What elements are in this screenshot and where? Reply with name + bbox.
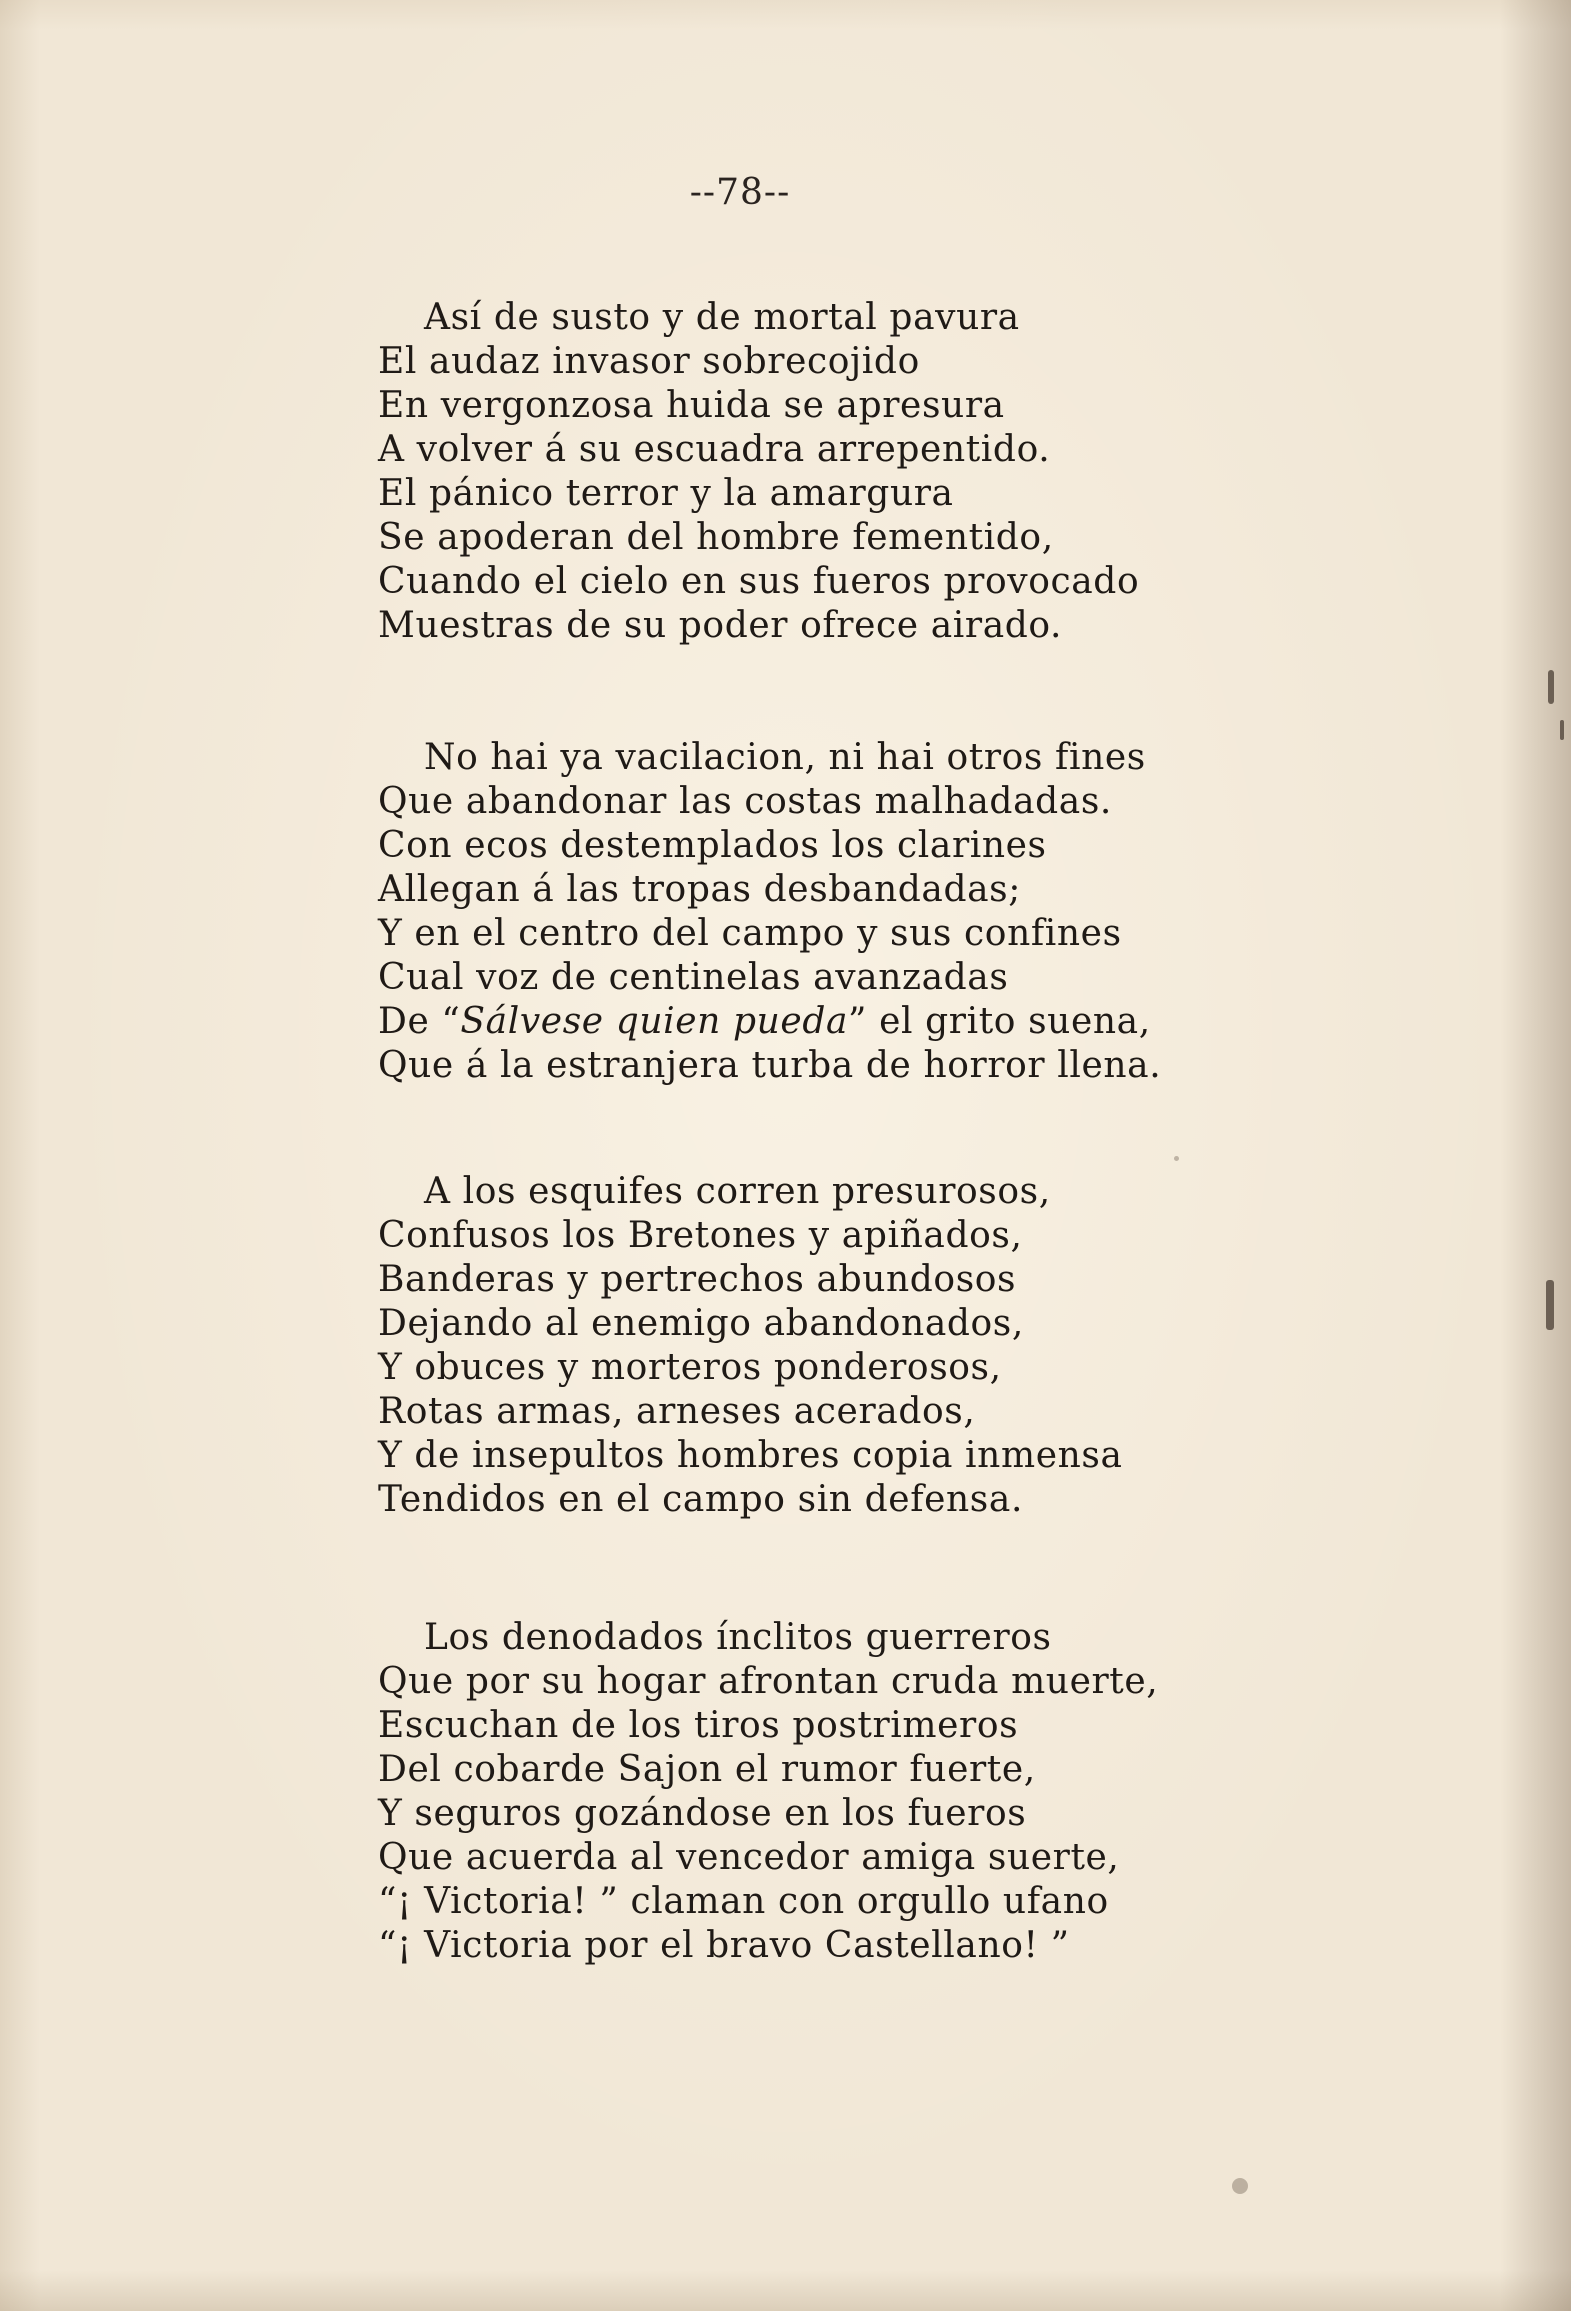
verse-line: Banderas y pertrechos abundosos [378, 1259, 1017, 1300]
verse-line: Que acuerda al vencedor amiga suerte, [378, 1837, 1120, 1878]
verse-line: El audaz invasor sobrecojido [378, 341, 920, 382]
stanza-2 [378, 736, 1378, 1088]
verse-line: “¡ Victoria! ” claman con orgullo ufano [378, 1881, 1109, 1922]
verse-line: En vergonzosa huida se apresura [378, 385, 1005, 426]
verse-line: Los denodados ínclitos guerreros [424, 1617, 1052, 1658]
verse-line: Así de susto y de mortal pavura [424, 297, 1020, 338]
paper-spot [1174, 1156, 1179, 1161]
verse-line: Rotas armas, arneses acerados, [378, 1391, 976, 1432]
verse-line: A volver á su escuadra arrepentido. [378, 429, 1051, 470]
verse-line: Y en el centro del campo y sus confines [378, 913, 1122, 954]
verse-line: Se apoderan del hombre fementido, [378, 517, 1054, 558]
verse-line: Cual voz de centinelas avanzadas [378, 957, 1009, 998]
verse-line: Que abandonar las costas malhadadas. [378, 781, 1112, 822]
verse-text: ” el grito suena, [848, 1001, 1151, 1042]
verse-line: Y seguros gozándose en los fueros [378, 1793, 1027, 1834]
verse-line: El pánico terror y la amargura [378, 473, 954, 514]
verse-line: Con ecos destemplados los clarines [378, 825, 1047, 866]
verse-line: Y obuces y morteros ponderosos, [378, 1347, 1002, 1388]
verse-line-with-quote [378, 1000, 1378, 1044]
verse-line: Que por su hogar afrontan cruda muerte, [378, 1661, 1159, 1702]
stanza-3 [378, 1170, 1378, 1522]
verse-line: Tendidos en el campo sin defensa. [378, 1479, 1023, 1520]
verse-line: Dejando al enemigo abandonados, [378, 1303, 1024, 1344]
verse-line: Y de insepultos hombres copia inmensa [378, 1435, 1123, 1476]
binding-mark [1546, 1280, 1554, 1330]
verse-line: “¡ Victoria por el bravo Castellano! ” [378, 1925, 1070, 1966]
stanza-1 [378, 296, 1378, 648]
verse-text: De “ [378, 1001, 461, 1042]
verse-line: Muestras de su poder ofrece airado. [378, 605, 1063, 646]
verse-line: No hai ya vacilacion, ni hai otros fines [424, 737, 1146, 778]
stanza-4 [378, 1616, 1378, 1968]
verse-line: Confusos los Bretones y apiñados, [378, 1215, 1023, 1256]
page-number: --78-- [689, 172, 791, 213]
binding-mark [1560, 720, 1564, 740]
verse-line: Que á la estranjera turba de horror llena. [378, 1045, 1162, 1086]
verse-line: Escuchan de los tiros postrimeros [378, 1705, 1019, 1746]
verse-line: A los esquifes corren presurosos, [424, 1171, 1051, 1212]
binding-mark [1548, 670, 1554, 704]
verse-line: Allegan á las tropas desbandadas; [378, 869, 1021, 910]
verse-line: Del cobarde Sajon el rumor fuerte, [378, 1749, 1036, 1790]
italic-quote: Sálvese quien pueda [460, 1001, 849, 1042]
paper-spot [1232, 2178, 1248, 2194]
verse-line: Cuando el cielo en sus fueros provocado [378, 561, 1140, 602]
